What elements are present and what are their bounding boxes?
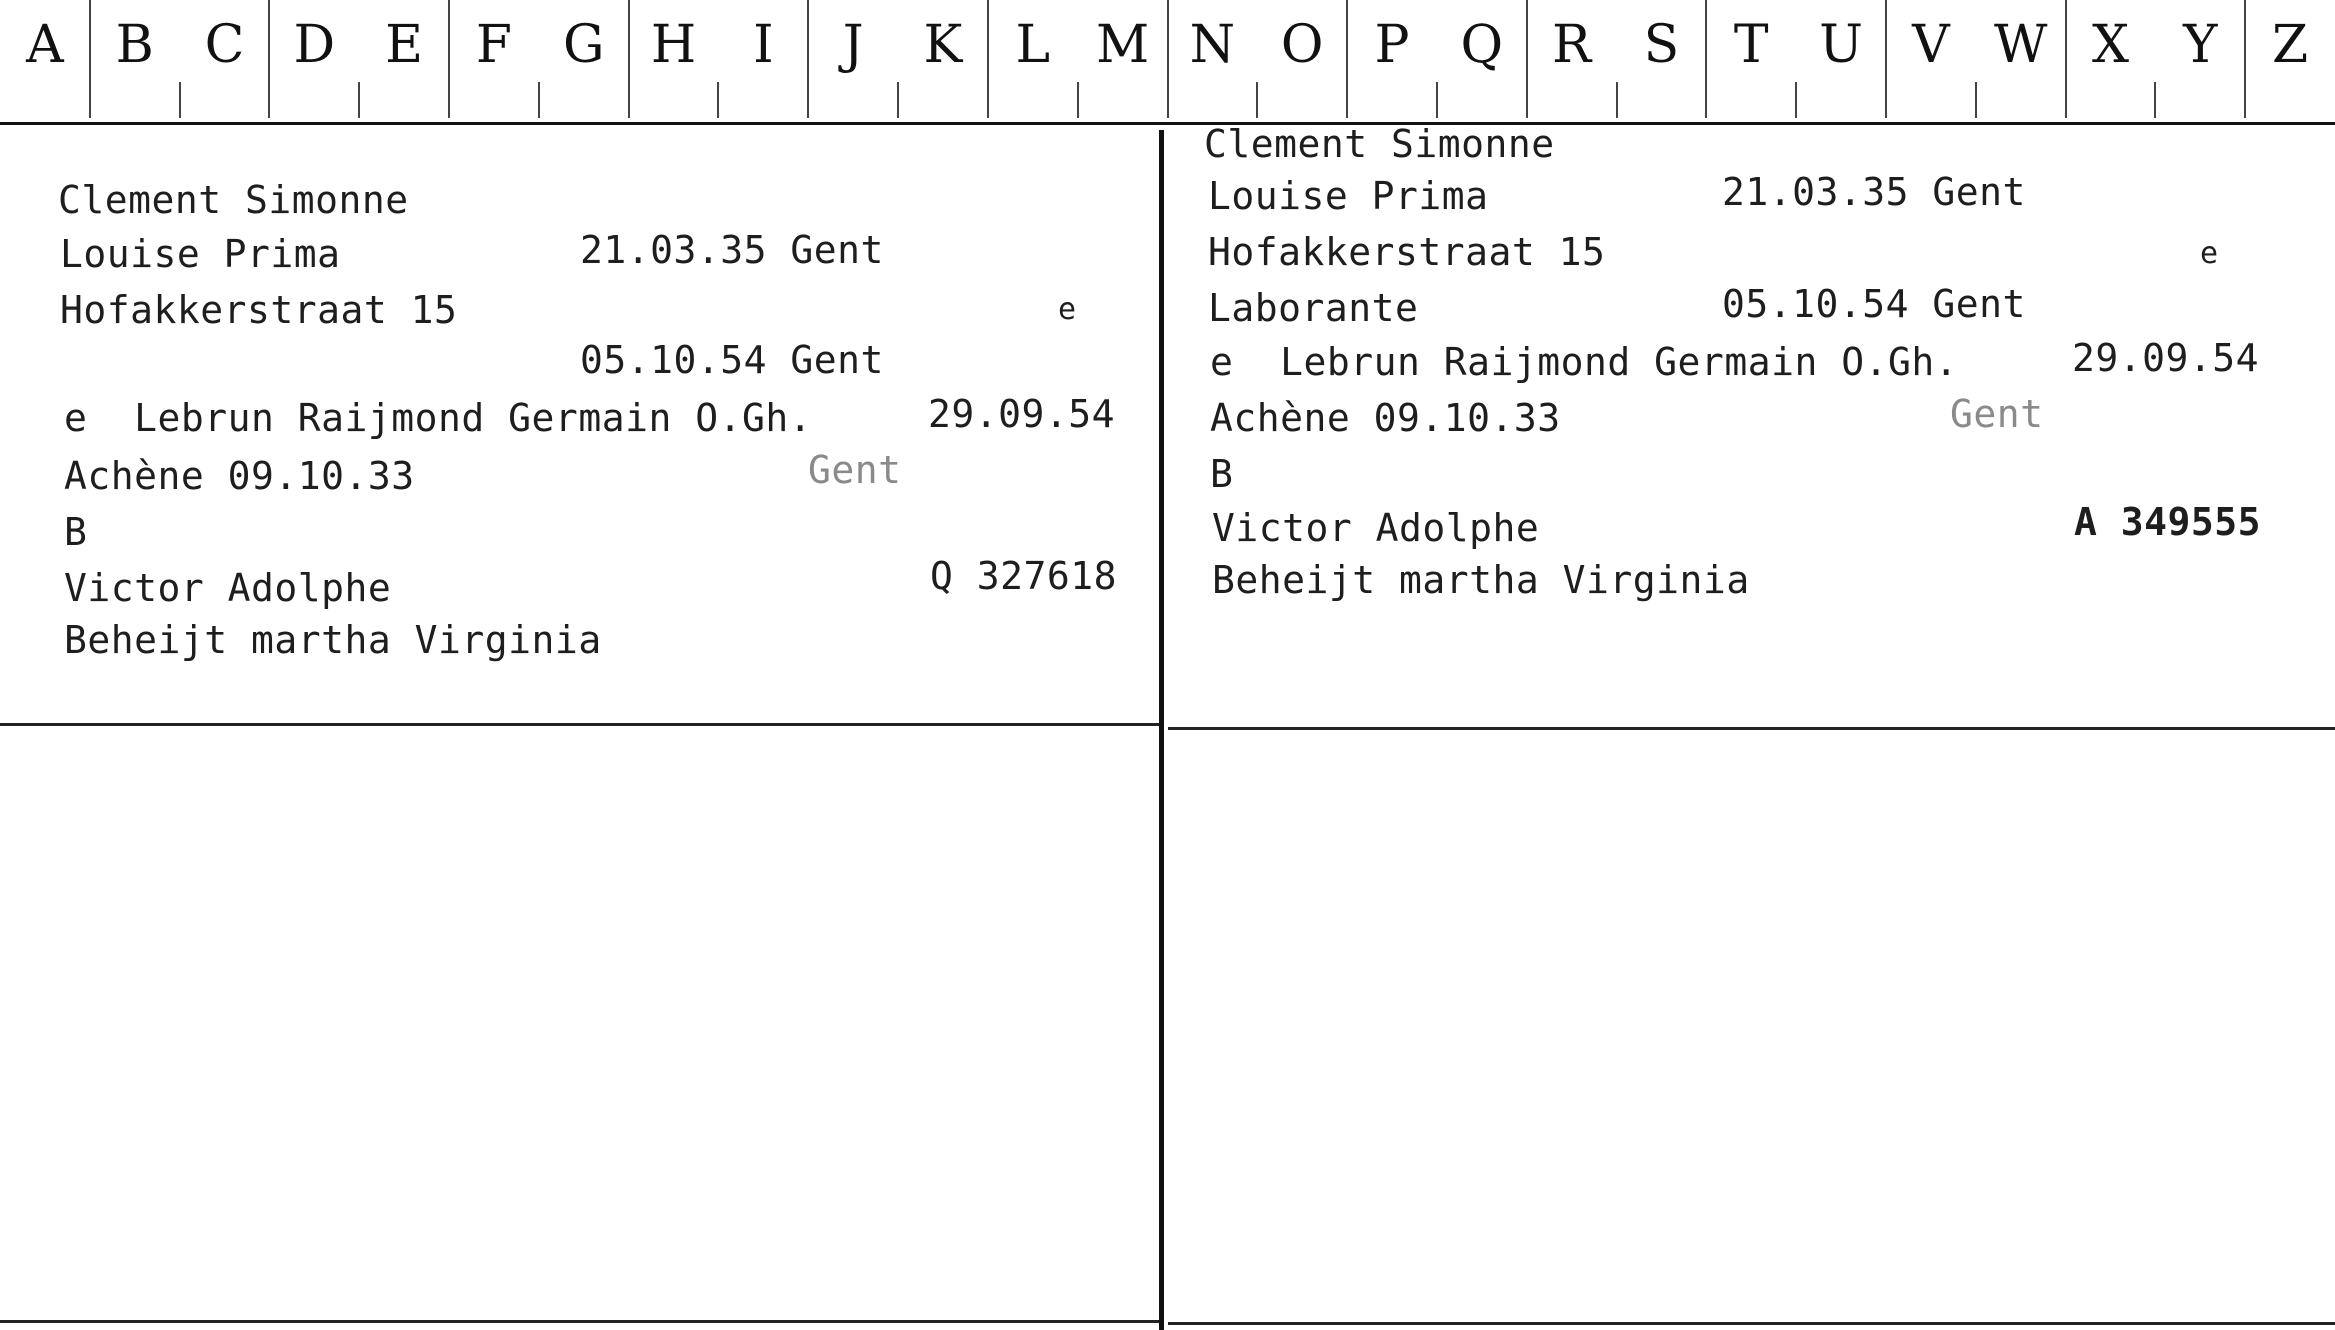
alphabet-separator [1077,82,1079,118]
alphabet-separator [538,82,540,118]
alphabet-separator [1616,82,1618,118]
right-card-profession: Laborante [1208,286,1419,330]
alphabet-letter-r: R [1552,15,1592,75]
right-card-birth-date-place: 21.03.35 Gent [1722,170,2026,214]
right-card-reference: A 349555 [2074,500,2262,544]
left-card-first-names: Louise Prima [60,232,341,276]
alphabet-letter-p: P [1374,15,1410,75]
left-card-date-place-2: 05.10.54 Gent [580,338,884,382]
alphabet-letter-b: B [115,15,154,75]
right-card-spouse-place: Gent [1950,392,2044,436]
left-card-name: Clement Simonne [58,178,409,222]
alphabet-separator [2244,0,2246,118]
alphabet-index-strip [0,0,2335,125]
left-card-father: Victor Adolphe [64,566,392,610]
right-card-letter-b: B [1210,452,1234,496]
right-card-date-place-2: 05.10.54 Gent [1722,282,2026,326]
alphabet-separator [1436,82,1438,118]
alphabet-separator [448,0,450,118]
right-lower-bottom-rule [1168,1322,2335,1325]
right-card-first-names: Louise Prima [1208,174,1489,218]
right-card-spouse: e Lebrun Raijmond Germain O.Gh. [1210,340,1959,384]
alphabet-letter-m: M [1095,15,1150,75]
right-card-mother: Beheijt martha Virginia [1212,558,1750,602]
left-card-spouse-date: 29.09.54 [928,392,1116,436]
right-card-spouse-birth: Achène 09.10.33 [1210,396,1561,440]
left-card-bottom-rule [0,723,1159,726]
alphabet-letter-d: D [293,15,336,75]
right-card-name: Clement Simonne [1204,122,1555,166]
right-card-spouse-date: 29.09.54 [2072,336,2260,380]
alphabet-letter-j: J [842,15,864,75]
card-divider [1159,130,1164,1330]
alphabet-separator [89,0,91,118]
alphabet-separator [358,82,360,118]
alphabet-separator [1256,82,1258,118]
alphabet-letter-x: X [2091,15,2129,75]
alphabet-letter-h: H [650,15,697,75]
alphabet-separator [1795,82,1797,118]
left-card-spouse-place: Gent [808,448,902,492]
alphabet-letter-a: A [26,15,64,75]
alphabet-letter-u: U [1819,15,1863,75]
alphabet-separator [897,82,899,118]
alphabet-letter-v: V [1912,15,1950,75]
left-card-letter-b: B [64,510,88,554]
alphabet-letter-n: N [1189,15,1236,75]
alphabet-letter-w: W [1993,15,2048,75]
alphabet-letter-s: S [1643,15,1680,75]
alphabet-letter-t: T [1733,15,1769,75]
left-card-address: Hofakkerstraat 15 [60,288,458,332]
alphabet-letter-o: O [1280,15,1324,75]
left-card-marker-e: e [1058,292,1077,327]
left-card-reference: Q 327618 [930,554,1118,598]
left-card-spouse: e Lebrun Raijmond Germain O.Gh. [64,396,813,440]
alphabet-letter-i: I [753,15,774,75]
alphabet-separator [2065,0,2067,118]
right-card-address: Hofakkerstraat 15 [1208,230,1606,274]
right-card-bottom-rule [1168,727,2335,730]
alphabet-separator [1975,82,1977,118]
alphabet-separator [179,82,181,118]
left-lower-bottom-rule [0,1320,1159,1323]
left-card-spouse-birth: Achène 09.10.33 [64,454,415,498]
alphabet-separator [628,0,630,118]
right-card-father: Victor Adolphe [1212,506,1540,550]
alphabet-separator [1705,0,1707,118]
right-card-marker-e: e [2200,236,2219,271]
alphabet-letter-k: K [923,15,963,75]
alphabet-separator [1885,0,1887,118]
alphabet-separator [1526,0,1528,118]
alphabet-letter-c: C [204,15,245,75]
alphabet-separator [987,0,989,118]
alphabet-letter-e: E [385,15,424,75]
alphabet-letter-f: F [475,15,512,75]
alphabet-separator [2154,82,2156,118]
alphabet-letter-y: Y [2183,15,2218,75]
alphabet-letter-l: L [1015,15,1051,75]
alphabet-separator [268,0,270,118]
alphabet-separator [1346,0,1348,118]
alphabet-separator [717,82,719,118]
left-card-birth-date-place: 21.03.35 Gent [580,228,884,272]
alphabet-separator [807,0,809,118]
alphabet-letter-g: G [562,15,605,75]
alphabet-separator [1167,0,1169,118]
alphabet-letter-z: Z [2272,15,2309,75]
alphabet-letter-q: Q [1460,15,1504,75]
left-card-mother: Beheijt martha Virginia [64,618,602,662]
